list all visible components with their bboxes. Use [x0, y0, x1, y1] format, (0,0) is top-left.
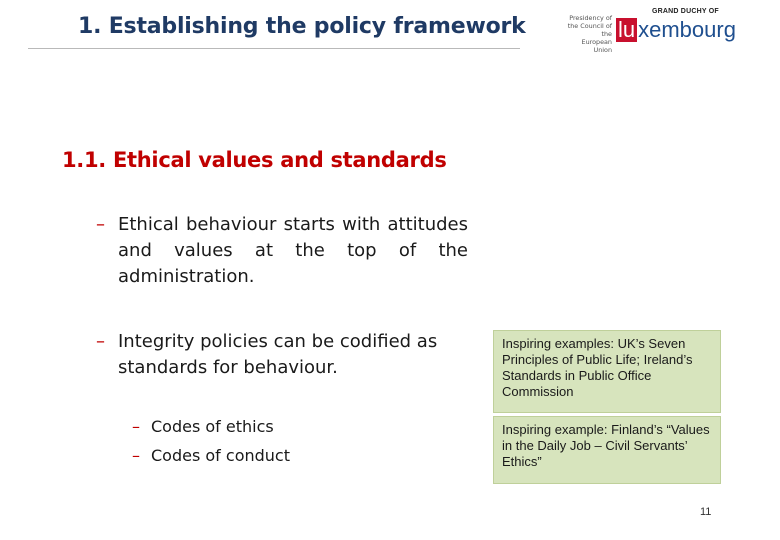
logo-presidency-line: European Union: [581, 38, 612, 54]
sub-bullet-dash: –: [132, 446, 140, 465]
bullet-text: Ethical behaviour starts with attitudes and values at the top of the administration.: [118, 214, 468, 287]
bullet-dash: –: [96, 214, 105, 235]
luxembourg-presidency-logo: [562, 8, 772, 54]
logo-grand-duchy-text: GRAND DUCHY OF: [652, 8, 719, 15]
logo-presidency-text: [562, 14, 612, 54]
logo-wordmark-lu: lu: [618, 17, 636, 42]
sub-bullet-dash: –: [132, 417, 140, 436]
bullet-dash: –: [96, 331, 105, 352]
bullet-item: [96, 212, 468, 290]
section-heading: 1.1. Ethical values and standards: [62, 148, 447, 172]
bullet-item: [96, 329, 470, 381]
sub-bullet-text: Codes of ethics: [151, 417, 274, 436]
logo-wordmark-rest: xembourg: [638, 17, 736, 42]
title-divider: [28, 48, 520, 49]
logo-wordmark: [616, 18, 736, 42]
bullet-text: Integrity policies can be codified as standards for behaviour.: [118, 331, 438, 378]
slide-title: 1. Establishing the policy framework: [78, 14, 526, 39]
sub-bullet-item: [132, 446, 290, 466]
example-box: Inspiring example: Finland’s “Values in the Daily Job – Civil Servants’ Ethics”: [493, 416, 721, 484]
sub-bullet-text: Codes of conduct: [151, 446, 290, 465]
sub-bullet-item: [132, 417, 274, 437]
logo-presidency-line: the Council of the: [567, 22, 612, 38]
logo-presidency-line: Presidency of: [569, 14, 612, 22]
page-number: 11: [700, 506, 712, 518]
example-box: Inspiring examples: UK’s Seven Principles of Public Life; Ireland’s Standards in Public Office Commission: [493, 330, 721, 413]
